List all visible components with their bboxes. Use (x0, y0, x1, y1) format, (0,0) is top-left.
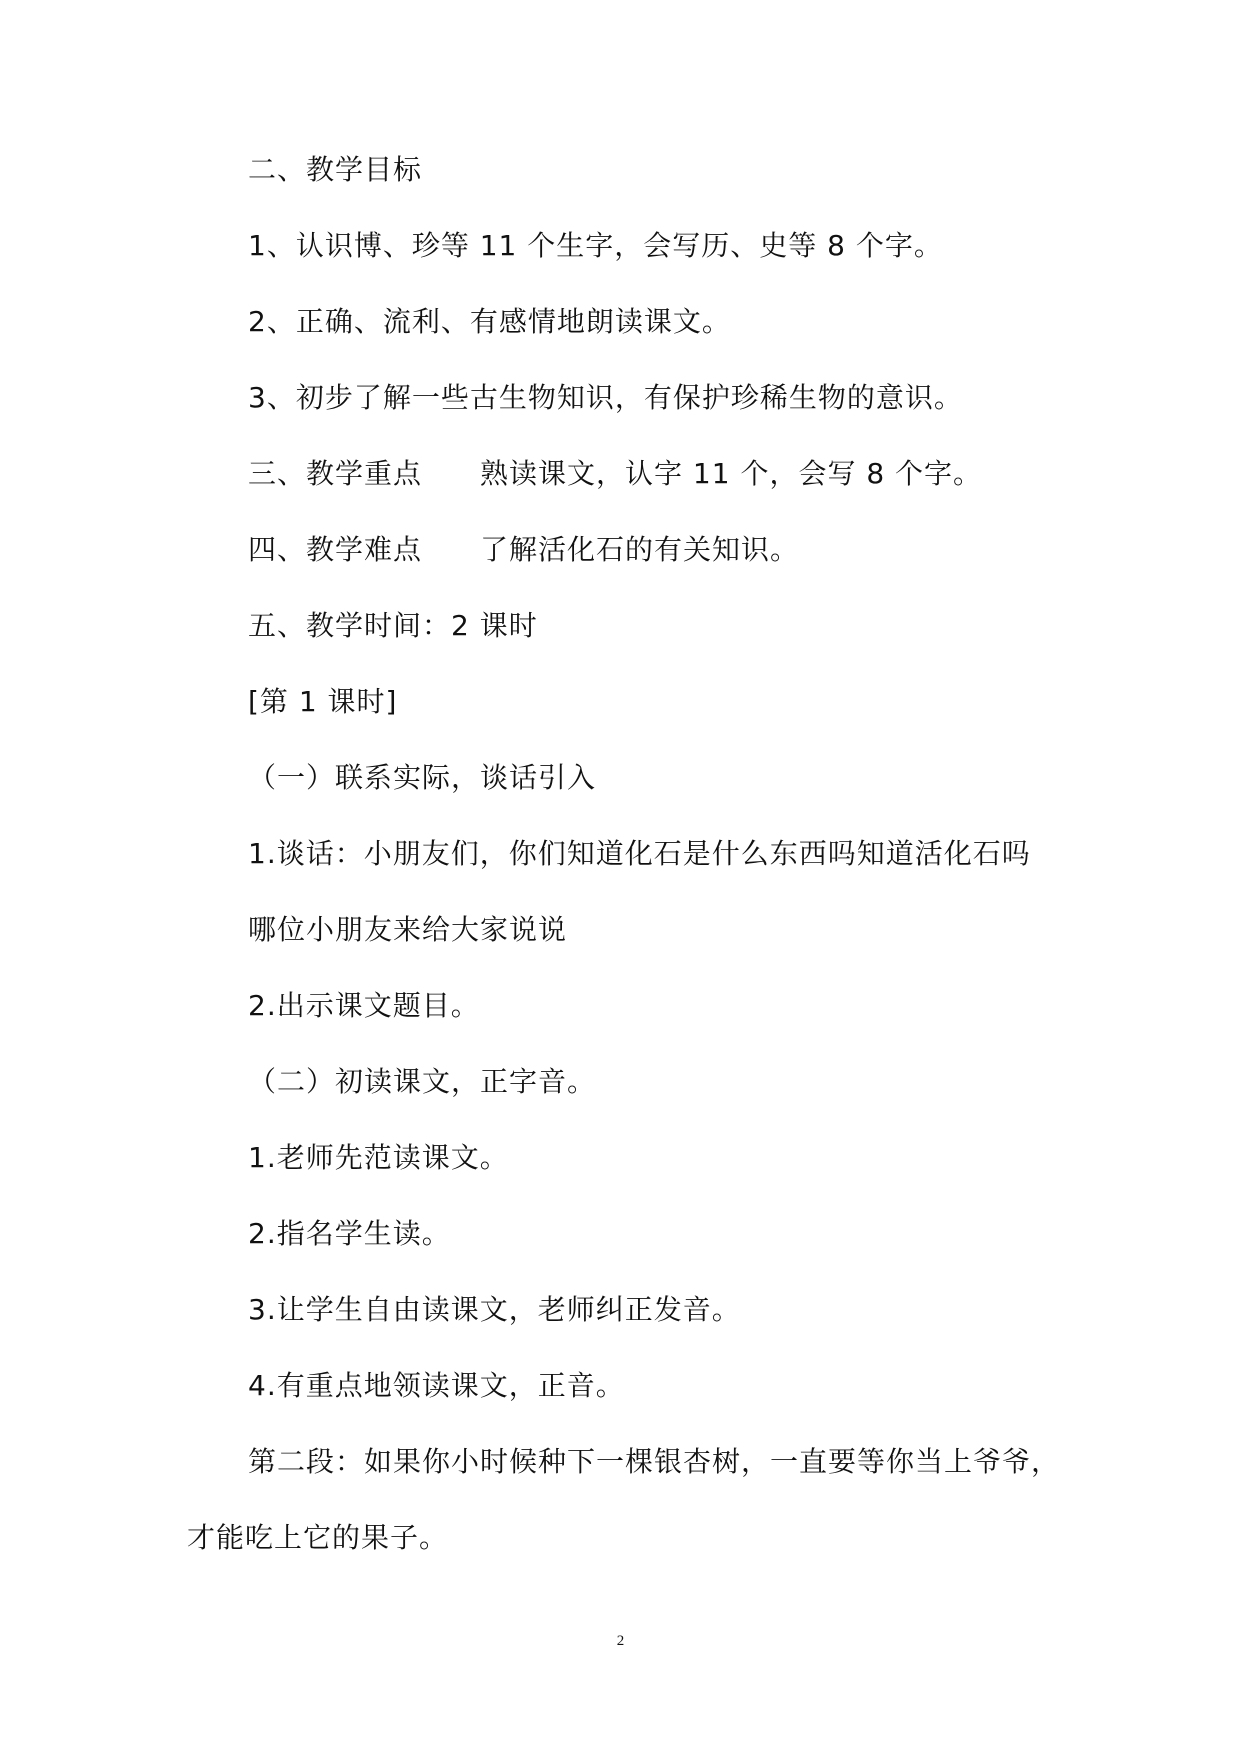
section-heading-time: 五、教学时间：2 课时 (248, 609, 538, 642)
step-2-item-2: 2.指名学生读。 (248, 1217, 451, 1250)
step-2-item-1: 1.老师先范读课文。 (248, 1141, 509, 1174)
objective-item-3: 3、初步了解一些古生物知识，有保护珍稀生物的意识。 (248, 381, 963, 414)
difficulty-row (248, 532, 799, 568)
section-heading-difficulty: 四、教学难点 (248, 533, 423, 566)
paragraph-two-continued: 才能吃上它的果子。 (187, 1521, 449, 1554)
objective-item-2: 2、正确、流利、有感情地朗读课文。 (248, 305, 731, 338)
step-heading-2: （二）初读课文，正字音。 (248, 1065, 597, 1098)
step-1-item-2: 2.出示课文题目。 (248, 989, 480, 1022)
step-2-item-3: 3.让学生自由读课文，老师纠正发音。 (248, 1293, 741, 1326)
section-heading-objectives: 二、教学目标 (248, 153, 423, 186)
page-number: 2 (616, 1633, 625, 1649)
key-points-text: 熟读课文，认字 11 个，会写 8 个字。 (480, 457, 983, 490)
step-1-item-1: 1.谈话：小朋友们，你们知道化石是什么东西吗知道活化石吗 (248, 837, 1031, 870)
step-1-item-1-continued: 哪位小朋友来给大家说说 (248, 913, 568, 946)
key-points-row (248, 456, 982, 492)
difficulty-text: 了解活化石的有关知识。 (480, 533, 800, 566)
objective-item-1: 1、认识博、珍等 11 个生字，会写历、史等 8 个字。 (248, 229, 943, 262)
paragraph-two: 第二段：如果你小时候种下一棵银杏树，一直要等你当上爷爷， (248, 1445, 1061, 1478)
section-heading-key-points: 三、教学重点 (248, 457, 423, 490)
lesson-label: [第 1 课时] (248, 685, 398, 718)
step-heading-1: （一）联系实际，谈话引入 (248, 761, 597, 794)
step-2-item-4: 4.有重点地领读课文，正音。 (248, 1369, 625, 1402)
